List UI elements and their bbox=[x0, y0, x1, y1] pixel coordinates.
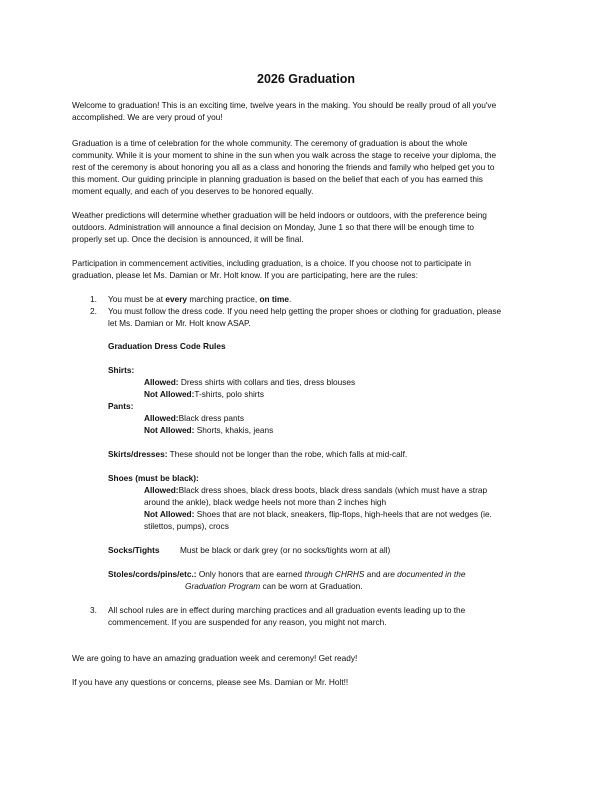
shoes-not-allowed-cont: stilettos, pumps), crocs bbox=[144, 521, 229, 531]
stoles-rule: Stoles/cords/pins/etc.: Only honors that are earned through CHRHS and are documented in the bbox=[108, 569, 466, 579]
shoes-not-allowed: Not Allowed: Shoes that are not black, sneakers, flip-flops, high-heels that are not wedges (ie. bbox=[144, 509, 492, 519]
celebration-line: community. While it is your moment to shine in the sun when you walk across the stage to receive your diploma, the bbox=[72, 150, 497, 160]
weather-line: outdoors. Administration will announce a final decision on Monday, June 1 so that there will be enough time to bbox=[72, 222, 475, 232]
weather-line: properly set up. Once the decision is announced, it will be final. bbox=[72, 234, 304, 244]
stoles-rule-cont: Graduation Program can be worn at Graduation. bbox=[185, 581, 363, 591]
closing-line: We are going to have an amazing graduation week and ceremony! Get ready! bbox=[72, 653, 358, 663]
celebration-line: this moment. Our guiding principle in planning graduation is based on the belief that each of you has earned this bbox=[72, 174, 483, 184]
shirts-allowed: Allowed: Dress shirts with collars and ties, dress blouses bbox=[144, 377, 356, 387]
pants-allowed: Allowed:Black dress pants bbox=[144, 413, 245, 423]
rule-3-line: commencement. If you are suspended for any reason, you might not march. bbox=[108, 617, 387, 627]
weather-line: Weather predictions will determine whether graduation will be held indoors or outdoors, with the preference being bbox=[72, 210, 487, 220]
pants-label: Pants: bbox=[108, 401, 134, 411]
rule-3-line: All school rules are in effect during marching practices and all graduation events leading up to the bbox=[108, 605, 466, 615]
rule-2-line: let Ms. Damian or Mr. Holt know ASAP. bbox=[108, 318, 251, 328]
celebration-line: Graduation is a time of celebration for the whole community. The ceremony of graduation is about the whole bbox=[72, 138, 468, 148]
celebration-line: rest of the ceremony is about honoring you all as a class and honoring the friends and family who helped get you to bbox=[72, 162, 495, 172]
participation-line: Participation in commencement activities, including graduation, is a choice. If you choose not to participate in bbox=[72, 258, 471, 268]
contact-line: If you have any questions or concerns, please see Ms. Damian or Mr. Holt!! bbox=[72, 677, 349, 687]
list-number: 1. bbox=[90, 294, 97, 304]
welcome-line: accomplished. We are very proud of you! bbox=[72, 112, 223, 122]
rule-2-line: You must follow the dress code. If you need help getting the proper shoes or clothing for graduation, please bbox=[108, 306, 502, 316]
pants-not-allowed: Not Allowed: Shorts, khakis, jeans bbox=[144, 425, 274, 435]
list-number: 2. bbox=[90, 306, 97, 316]
shoes-label: Shoes (must be black): bbox=[108, 473, 199, 483]
dress-code-heading: Graduation Dress Code Rules bbox=[108, 341, 226, 351]
socks-label: Socks/Tights bbox=[108, 545, 160, 555]
shoes-allowed-cont: around the ankle), black wedge heels not more than 2 inches high bbox=[144, 497, 387, 507]
shirts-not-allowed: Not Allowed:T-shirts, polo shirts bbox=[144, 389, 265, 399]
participation-line: graduation, please let Ms. Damian or Mr. Holt know. If you are participating, here are the rules: bbox=[72, 270, 418, 280]
celebration-line: moment equally, and each of you deserves to be honored equally. bbox=[72, 186, 314, 196]
skirts-rule: Skirts/dresses: These should not be longer than the robe, which falls at mid-calf. bbox=[108, 449, 408, 459]
shoes-allowed: Allowed:Black dress shoes, black dress boots, black dress sandals (which must have a strap bbox=[144, 485, 488, 495]
welcome-line: Welcome to graduation! This is an exciting time, twelve years in the making. You should be really proud of all you've bbox=[72, 100, 497, 110]
shirts-label: Shirts: bbox=[108, 365, 135, 375]
socks-text: Must be black or dark grey (or no socks/tights worn at all) bbox=[180, 545, 391, 555]
rule-1: You must be at every marching practice, on time. bbox=[108, 294, 292, 304]
page-title: 2026 Graduation bbox=[257, 72, 355, 86]
list-number: 3. bbox=[90, 605, 97, 615]
